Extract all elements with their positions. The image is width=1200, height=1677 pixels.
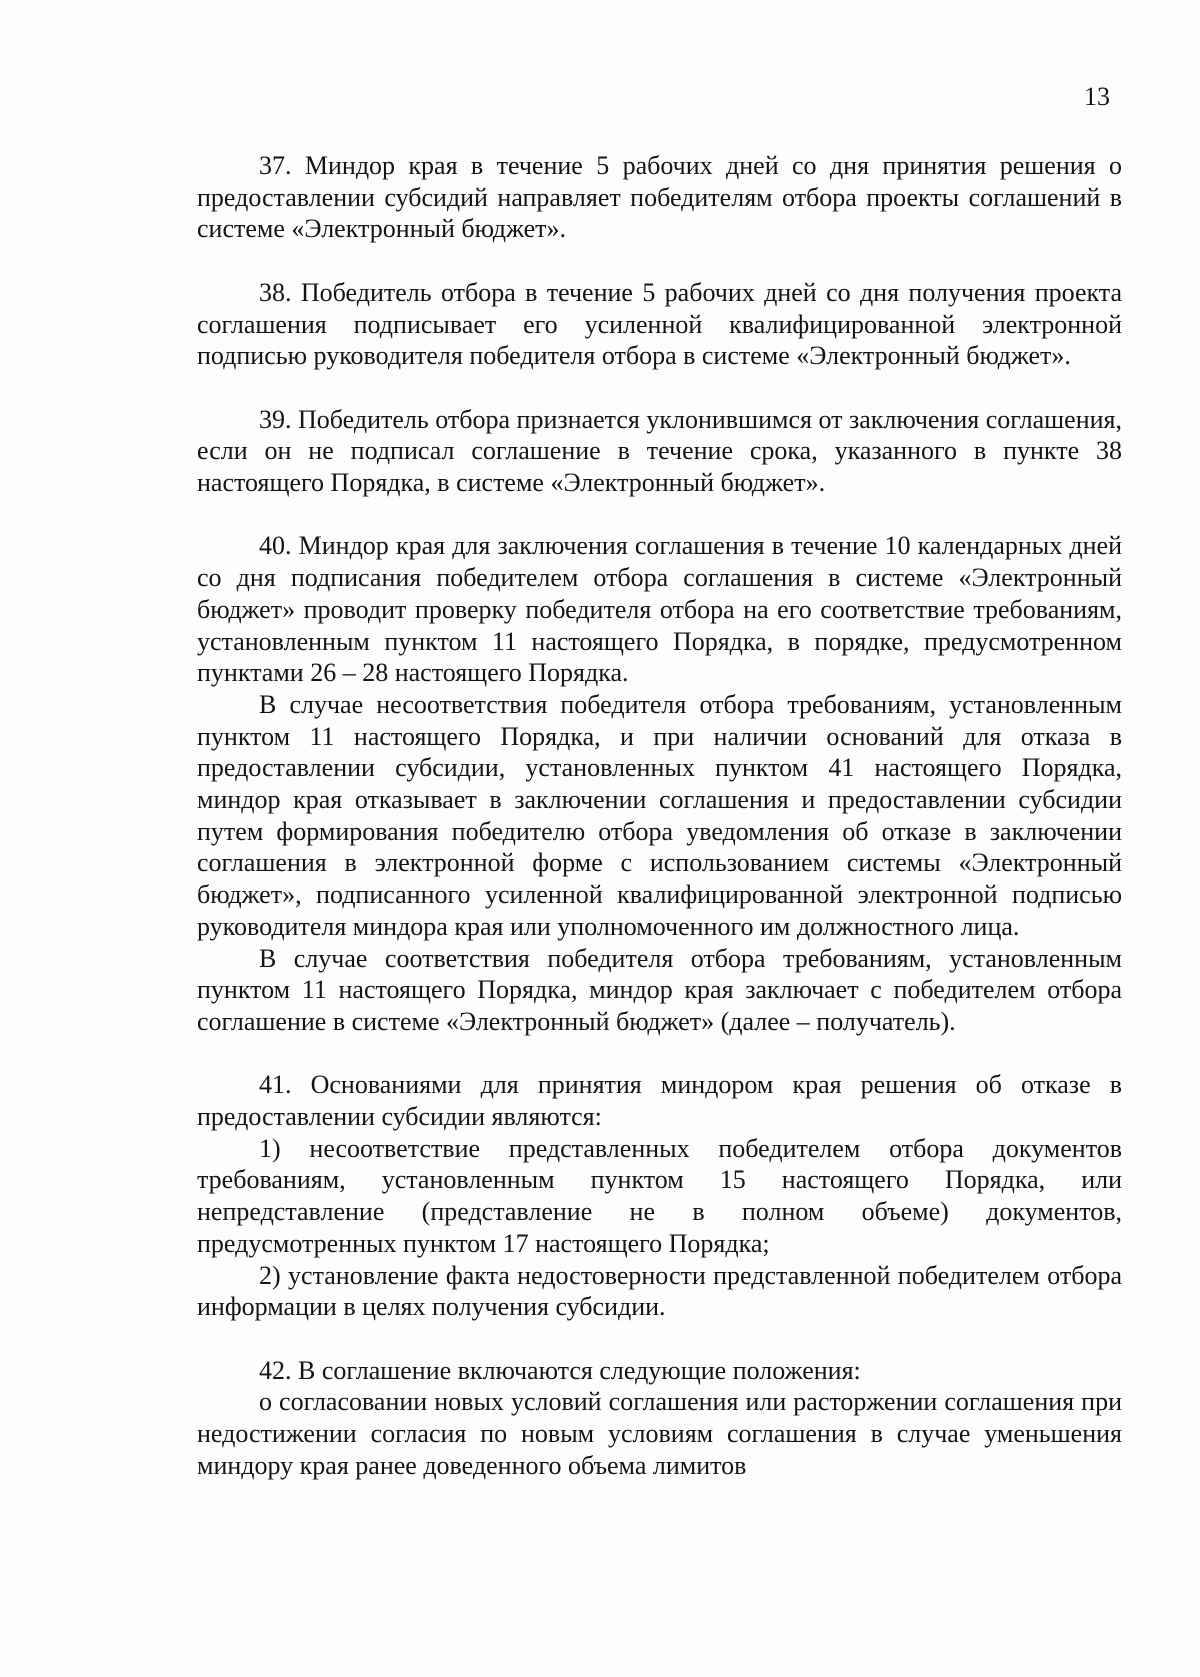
paragraph-38: 38. Победитель отбора в течение 5 рабочих дней со дня получения проекта соглашения подписывает его усиленной квалифицированной электронной подписью руководителя победителя отбора в системе «Электронный бюджет».: [197, 277, 1122, 371]
paragraph-40: 40. Миндор края для заключения соглашения в течение 10 календарных дней со дня подписания победителем отбора соглашения в системе «Электронный бюджет» проводит проверку победителя отбора на его соответствие требованиям, установленным пунктом 11 настоящего Порядка, в порядке, предусмотренном пунктами 26 – 28 настоящего Порядка.: [197, 531, 1122, 688]
paragraph-42-provision: о согласовании новых условий соглашения или расторжении соглашения при недостижении согласия по новым условиям соглашения в случае уменьшения миндору края ранее доведенного объема лимитов: [197, 1387, 1122, 1480]
paragraph-40-noncompliance: В случае несоответствия победителя отбора требованиям, установленным пунктом 11 настоящего Порядка, и при наличии оснований для отказа в предоставлении субсидии, установленных пунктом 41 настоящего Порядка, миндор края отказывает в заключении соглашения и предоставлении субсидии путем формирования победителю отбора уведомления об отказе в заключении соглашения в электронной форме с использованием системы «Электронный бюджет», подписанного усиленной квалифицированной электронной подписью руководителя миндора края или уполномоченного им должностного лица.: [197, 689, 1122, 941]
paragraph-37: 37. Миндор края в течение 5 рабочих дней со дня принятия решения о предоставлении субсидий направляет победителям отбора проекты соглашений в системе «Электронный бюджет».: [197, 151, 1122, 244]
paragraph-41-item-1: 1) несоответствие представленных победителем отбора документов требованиям, установленным пунктом 15 настоящего Порядка, или непредставление (представление не в полном объеме) документов, предусмотренных пунктом 17 настоящего Порядка;: [197, 1133, 1122, 1258]
paragraph-42: 42. В соглашение включаются следующие положения:: [259, 1355, 861, 1385]
paragraph-41: 41. Основаниями для принятия миндором края решения об отказе в предоставлении субсидии являются:: [197, 1070, 1122, 1132]
page-number: 13: [1084, 82, 1110, 111]
paragraph-41-item-2: 2) установление факта недостоверности представленной победителем отбора информации в целях получения субсидии.: [197, 1260, 1122, 1322]
paragraph-40-compliance: В случае соответствия победителя отбора требованиям, установленным пунктом 11 настоящего Порядка, миндор края заключает с победителем отбора соглашение в системе «Электронный бюджет» (далее – получатель).: [197, 943, 1122, 1036]
paragraph-39: 39. Победитель отбора признается уклонившимся от заключения соглашения, если он не подписал соглашение в течение срока, указанного в пункте 38 настоящего Порядка, в системе «Электронный бюджет».: [197, 404, 1122, 497]
document-body: [197, 150, 1122, 1481]
